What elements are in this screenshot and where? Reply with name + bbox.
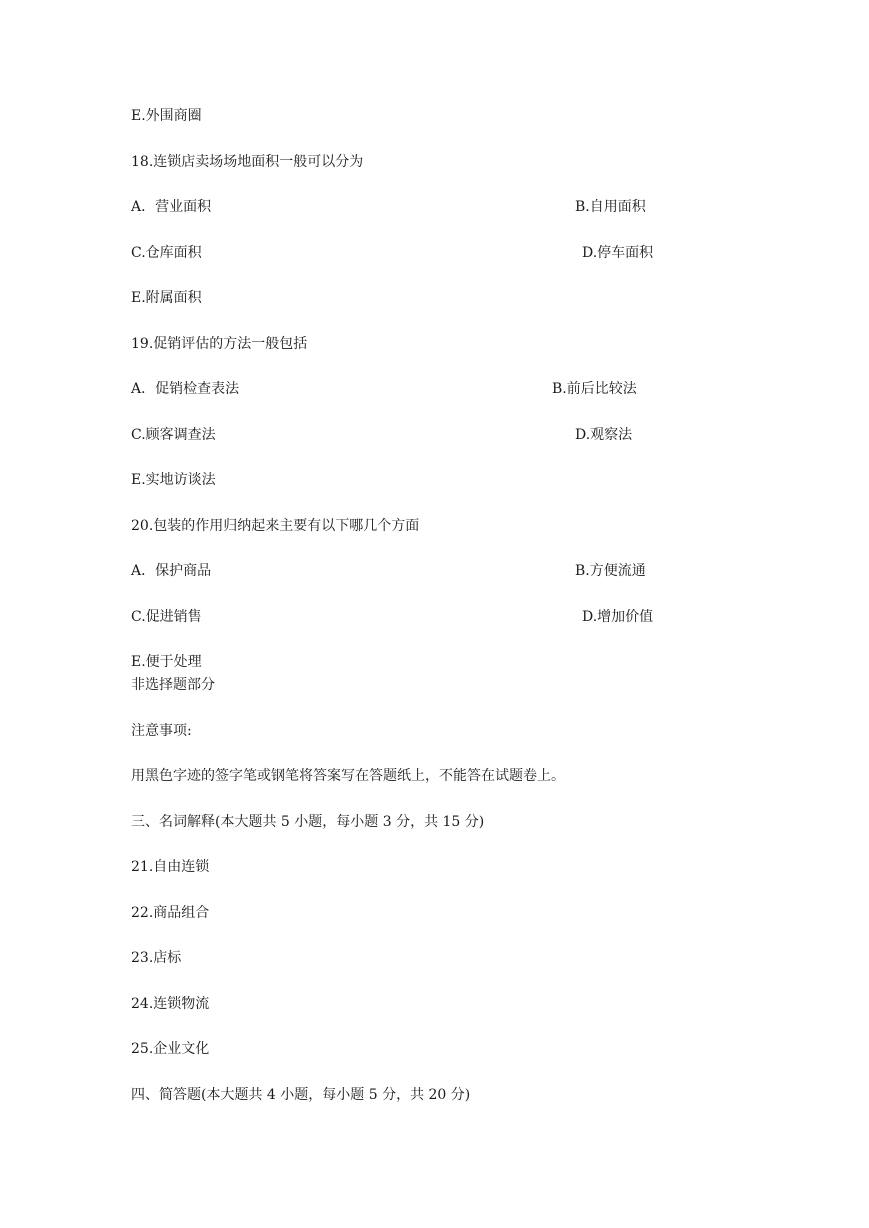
q19-question: 19.促销评估的方法一般包括 — [131, 336, 308, 352]
q20-option-d: D.增加价值 — [582, 609, 654, 625]
notice-heading: 注意事项: — [131, 723, 192, 739]
q18-option-a: A．营业面积 — [131, 199, 212, 215]
q19-option-a: A．促销检查表法 — [131, 381, 240, 397]
q20-option-c: C.促进销售 — [131, 609, 202, 625]
part2-title: 非选择题部分 — [131, 677, 215, 693]
section4-title: 四、简答题(本大题共 4 小题，每小题 5 分，共 20 分) — [131, 1087, 471, 1103]
q19-option-b: B.前后比较法 — [552, 381, 637, 397]
notice-text: 用黑色字迹的签字笔或钢笔将答案写在答题纸上，不能答在试题卷上。 — [131, 768, 565, 784]
section3-item: 22.商品组合 — [131, 905, 210, 921]
section3-item: 23.店标 — [131, 950, 182, 966]
q18-option-d: D.停车面积 — [582, 245, 654, 261]
q19-option-e: E.实地访谈法 — [131, 472, 216, 488]
section3-item: 25.企业文化 — [131, 1041, 210, 1057]
section3-title: 三、名词解释(本大题共 5 小题，每小题 3 分，共 15 分) — [131, 814, 485, 830]
q18-option-b: B.自用面积 — [575, 199, 646, 215]
q19-option-c: C.顾客调查法 — [131, 427, 216, 443]
q18-option-c: C.仓库面积 — [131, 245, 202, 261]
q18-option-e: E.附属面积 — [131, 290, 202, 306]
q17-option-e: E.外围商圈 — [131, 108, 202, 124]
q19-option-d: D.观察法 — [575, 427, 633, 443]
q20-question: 20.包装的作用归纳起来主要有以下哪几个方面 — [131, 518, 420, 534]
section3-item: 24.连锁物流 — [131, 996, 210, 1012]
q20-option-b: B.方便流通 — [575, 563, 646, 579]
q20-option-e: E.便于处理 — [131, 654, 202, 670]
section3-item: 21.自由连锁 — [131, 859, 210, 875]
q20-option-a: A．保护商品 — [131, 563, 212, 579]
q18-question: 18.连锁店卖场场地面积一般可以分为 — [131, 154, 364, 170]
